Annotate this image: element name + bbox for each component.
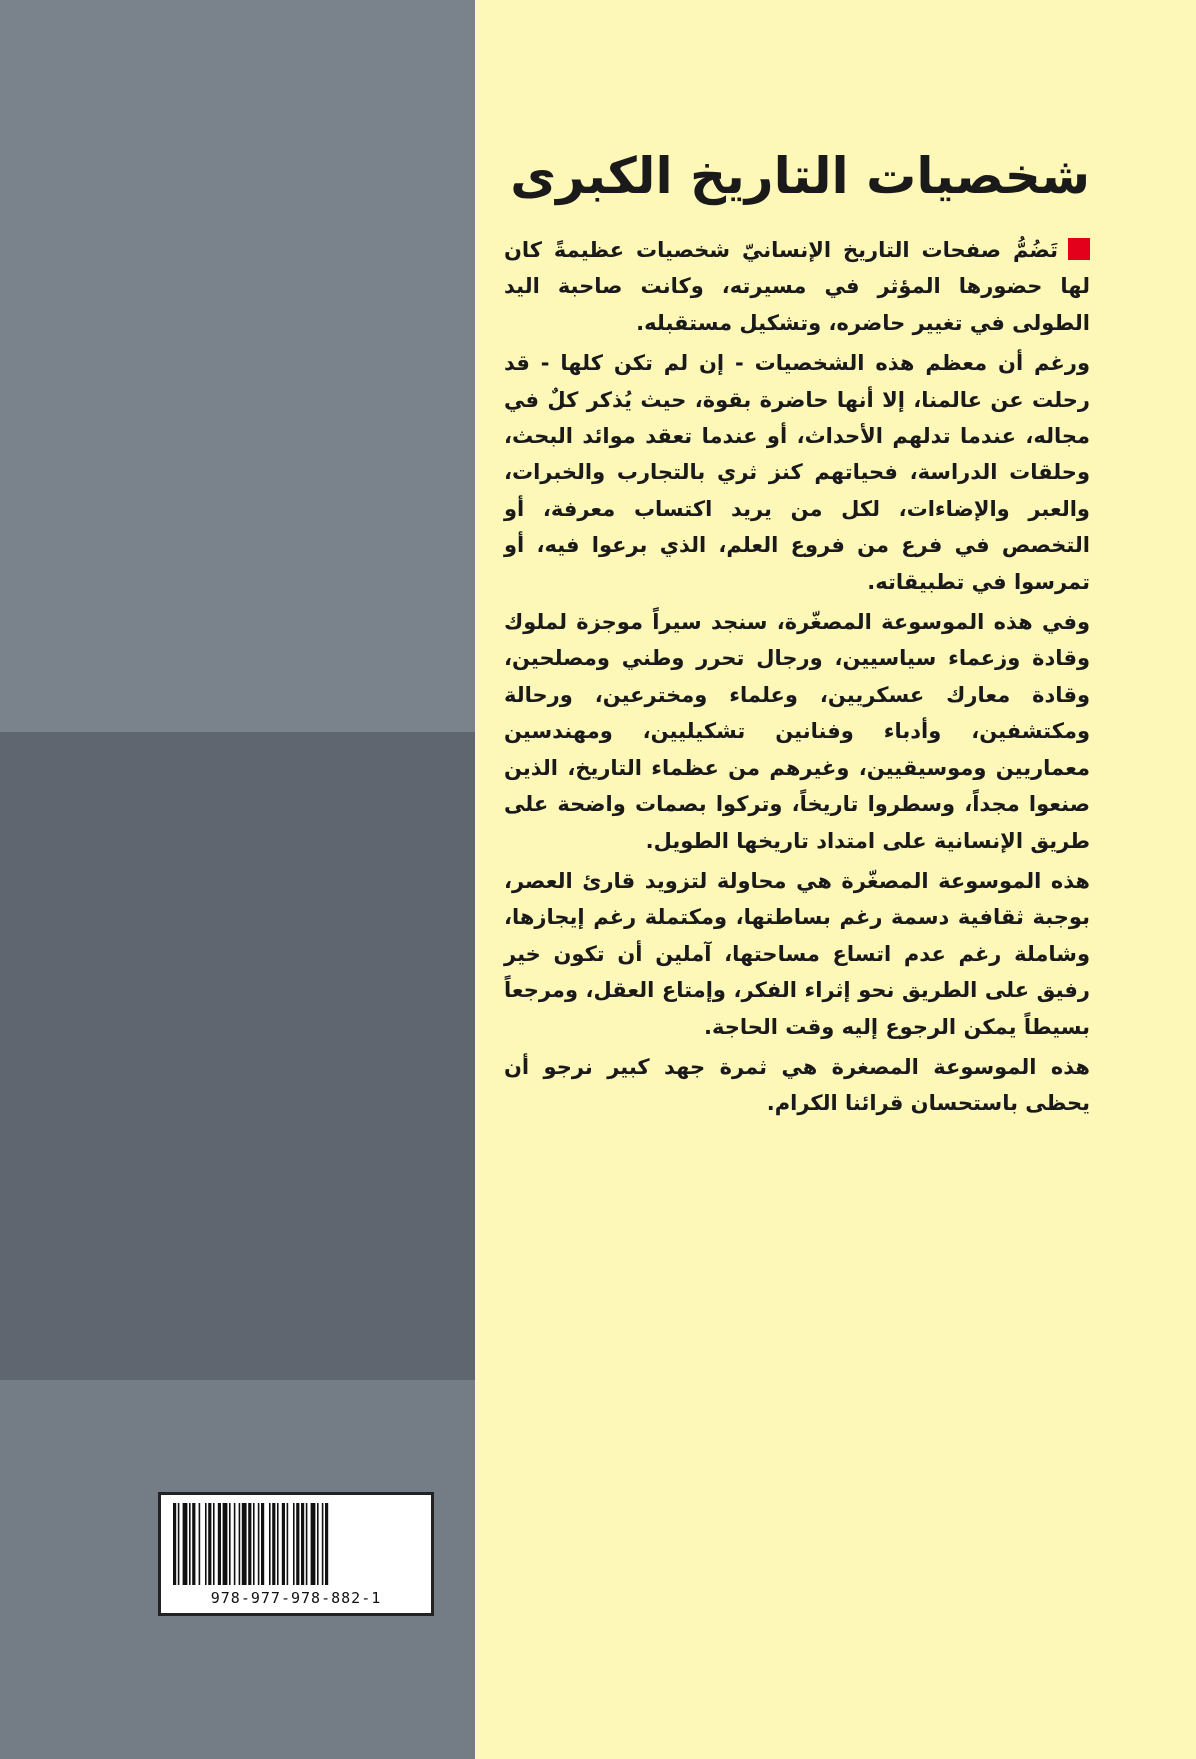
book-title: شخصيات التاريخ الكبرى	[510, 147, 1090, 205]
red-square-bullet-icon	[1068, 238, 1090, 260]
barcode-bar	[277, 1503, 279, 1585]
barcode-bar	[178, 1503, 180, 1585]
barcode-bar	[287, 1503, 289, 1585]
barcode-bar	[223, 1503, 228, 1585]
barcode-bar	[272, 1503, 275, 1585]
barcode-bars	[171, 1503, 421, 1585]
paragraph-1	[504, 232, 1090, 341]
blurb-text	[504, 232, 1090, 1126]
barcode-bar	[306, 1503, 308, 1585]
paragraph-4: هذه الموسوعة المصغّرة هي محاولة لتزويد قارئ العصر، بوجبة ثقافية دسمة رغم بساطتها، ومكتملة رغم إيجازها، وشاملة رغم عدم اتساع مساحتها، آملين أن تكون خير رفيق على الطريق نحو إثراء الفكر، وإمتاع العقل، ومرجعاً بسيطاً يمكن الرجوع إليه وقت الحاجة.	[504, 868, 1090, 1039]
left-band-top	[0, 0, 475, 732]
barcode-bar	[269, 1503, 271, 1585]
barcode-bar	[199, 1503, 201, 1585]
isbn-number: 978-977-978-882-1	[210, 1589, 382, 1607]
barcode-bar	[183, 1503, 188, 1585]
barcode-bar	[282, 1503, 285, 1585]
barcode-bar	[192, 1503, 195, 1585]
barcode-bar	[218, 1503, 221, 1585]
barcode-bar	[301, 1503, 304, 1585]
barcode-bar	[208, 1503, 211, 1585]
barcode-bar	[173, 1503, 176, 1585]
barcode-bar	[293, 1503, 295, 1585]
isbn-barcode	[158, 1492, 434, 1616]
barcode-bar	[261, 1503, 264, 1585]
barcode-bar	[325, 1503, 328, 1585]
paragraph-3: وفي هذه الموسوعة المصغّرة، سنجد سيراً موجزة لملوك وقادة وزعماء سياسيين، ورجال تحرر وطني ومصلحين، وقادة معارك عسكريين، وعلماء ومخترعين، ورحالة ومكتشفين، وأدباء وفنانين تشكيليين، ومهندسين معماريين وموسيقيين، وغيرهم من عظماء التاريخ، الذين صنعوا مجداً، وسطروا تاريخاً، وتركوا بصمات واضحة على طريق الإنسانية على امتداد تاريخها الطويل.	[504, 610, 1090, 853]
barcode-bar	[205, 1503, 207, 1585]
paragraph-2: ورغم أن معظم هذه الشخصيات - إن لم تكن كلها - قد رحلت عن عالمنا، إلا أنها حاضرة بقوة، حيث يُذكر كلٌ في مجاله، عندما تدلهم الأحداث، أو عندما تعقد موائد البحث، وحلقات الدراسة، فحياتهم كنز ثري بالتجارب والخبرات، والعبر والإضاءات، لكل من يريد اكتساب معرفة، أو التخصص في فرع من فروع العلم، الذي برعوا فيه، أو تمرسوا في تطبيقاته.	[504, 351, 1090, 594]
barcode-bar	[317, 1503, 319, 1585]
barcode-bar	[311, 1503, 316, 1585]
barcode-bar	[239, 1503, 241, 1585]
barcode-bar	[248, 1503, 251, 1585]
barcode-bar	[242, 1503, 247, 1585]
paragraph-5: هذه الموسوعة المصغرة هي ثمرة جهد كبير نرجو أن يحظى باستحسان قرائنا الكرام.	[504, 1054, 1090, 1116]
left-color-panel	[0, 0, 475, 1759]
barcode-bar	[234, 1503, 236, 1585]
barcode-bar	[258, 1503, 260, 1585]
barcode-bar	[213, 1503, 215, 1585]
barcode-bar	[189, 1503, 191, 1585]
barcode-bar	[229, 1503, 231, 1585]
barcode-bar	[253, 1503, 255, 1585]
paragraph-1-text: تَضُمُّ صفحات التاريخ الإنسانيّ شخصيات عظيمةً كان لها حضورها المؤثر في مسيرته، وكانت صاحبة اليد الطولى في تغيير حاضره، وتشكيل مستقبله.	[504, 238, 1090, 335]
left-band-middle	[0, 732, 475, 1380]
barcode-bar	[322, 1503, 324, 1585]
barcode-bar	[296, 1503, 299, 1585]
